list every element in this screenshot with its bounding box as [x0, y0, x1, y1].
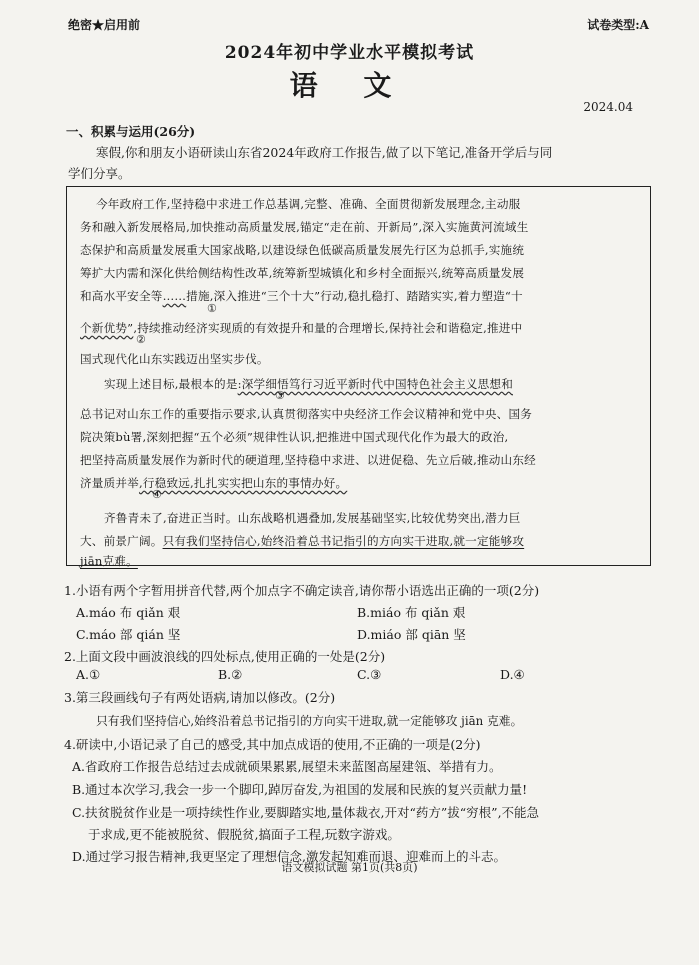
- q4-option-b: B.通过本次学习,我会一步一个脚印,踔厉奋发,为祖国的发展和民族的复兴贡献力量!: [72, 782, 528, 797]
- passage-line: 院决策bù署,深刻把握“五个必须”规律性认识,把推进中国式现代化作为最大的政治,: [80, 430, 509, 444]
- passage-segment: 和高水平安全等: [80, 289, 163, 303]
- intro-line-1: 寒假,你和朋友小语研读山东省2024年政府工作报告,做了以下笔记,准备开学后与同: [96, 145, 553, 160]
- passage-line: 务和融入新发展格局,加快推动高质量发展,锚定“走在前、开新局”,深入实施黄河流域生: [80, 220, 529, 234]
- passage-line: [80, 475, 347, 491]
- passage-line: [80, 320, 522, 336]
- passage-line: 齐鲁青未了,奋进正当时。山东战略机遇叠加,发展基础坚实,比较优势突出,潜力巨: [104, 511, 521, 525]
- wavy-mark-1: ……: [162, 289, 187, 303]
- intro-line-2: 学们分享。: [68, 166, 131, 181]
- question-4-stem: 4.研读中,小语记录了自己的感受,其中加点成语的使用,不正确的一项是(2分): [64, 737, 481, 752]
- exam-title: 2024年初中学业水平模拟考试: [224, 43, 475, 63]
- passage-segment: :深学细悟笃行习近平新时代中国特色社会主义思想和: [237, 377, 513, 391]
- passage-segment: 措施,深入推进“三个十大”行动,稳扎稳打、踏踏实实,着力塑造“十: [186, 289, 523, 303]
- passage-line: 今年政府工作,坚持稳中求进工作总基调,完整、准确、全面贯彻新发展理念,主动服: [96, 197, 521, 211]
- q4-option-c: C.扶贫脱贫作业是一项持续性作业,要脚踏实地,量体裁衣,开对“药方”拔“穷根”,不能急: [72, 805, 540, 820]
- mark-2: ②: [136, 333, 146, 346]
- page-footer: 语文模拟试题 第1页(共8页): [281, 861, 418, 874]
- question-2-stem: 2.上面文段中画波浪线的四处标点,使用正确的一处是(2分): [64, 649, 386, 664]
- mark-4: ④: [152, 488, 162, 501]
- passage-line: 筹扩大内需和深化供给侧结构性改革,统筹新型城镇化和乡村全面振兴,统筹高质量发展: [80, 266, 525, 280]
- q2-option-b: B.②: [218, 667, 243, 682]
- passage-segment: 实现上述目标,最根本的是: [104, 377, 238, 391]
- passage-line: 总书记对山东工作的重要指示要求,认真贯彻落实中央经济工作会议精神和党中央、国务: [80, 407, 533, 421]
- q2-option-a: A.①: [76, 667, 101, 682]
- paper-type-label: 试卷类型:A: [587, 18, 649, 32]
- passage-segment: ,持续推动经济实现质的有效提升和量的合理增长,保持社会和谐稳定,推进中: [133, 321, 523, 335]
- q1-option-b: B.miáo 布 qiǎn 艰: [357, 605, 466, 620]
- section-heading: 一、积累与运用(26分): [66, 124, 196, 139]
- question-1-stem: 1.小语有两个字暂用拼音代替,两个加点字不确定读音,请你帮小语选出正确的一项(2分): [64, 583, 540, 598]
- passage-line: 态保护和高质量发展重大国家战略,以建设绿色低碳高质量发展先行区为总抓手,实施统: [80, 243, 525, 257]
- q4-option-a: A.省政府工作报告总结过去成就硕果累累,展望未来蓝图高屋建瓴、举措有力。: [72, 759, 502, 774]
- q1-option-c: C.máo 部 qián 坚: [76, 627, 181, 642]
- confidential-label: 绝密★启用前: [68, 18, 141, 32]
- passage-line: [104, 376, 513, 392]
- passage-line: [80, 533, 524, 549]
- passage-segment: 大、前景广阔。: [80, 534, 163, 548]
- passage-line: 把坚持高质量发展作为新时代的硬道理,坚持稳中求进、以进促稳、先立后破,推动山东经: [80, 453, 536, 467]
- q4-option-d: D.通过学习报告精神,我更坚定了理想信念,激发起知难而退、迎难而上的斗志。: [72, 849, 506, 864]
- q1-option-a: A.máo 布 qiǎn 艰: [76, 605, 181, 620]
- mark-3: ③: [275, 389, 285, 402]
- mark-1: ①: [207, 302, 217, 315]
- passage-line: 国式现代化山东实践迈出坚实步伐。: [80, 352, 269, 366]
- q1-option-d: D.miáo 部 qiān 坚: [357, 627, 466, 642]
- q2-option-d: D.④: [500, 667, 525, 682]
- passage-line: [80, 288, 523, 304]
- q4-option-c-cont: 于求成,更不能被脱贫、假脱贫,搞面子工程,玩数字游戏。: [88, 827, 400, 842]
- passage-segment: ,行稳致远,扎扎实实把山东的事情办好。: [138, 476, 348, 490]
- subject-title: 语 文: [289, 69, 410, 102]
- passage-segment: 济量质并举: [80, 476, 139, 490]
- q2-option-c: C.③: [357, 667, 382, 682]
- underlined-sentence: 只有我们坚持信心,始终沿着总书记指引的方向实干进取,就一定能够攻: [162, 534, 525, 548]
- passage-segment: 个新优势”: [80, 321, 134, 335]
- q3-quote: 只有我们坚持信心,始终沿着总书记指引的方向实干进取,就一定能够攻 jiān 克难。: [96, 714, 523, 728]
- underlined-sentence-end: jiān克难。: [80, 554, 138, 568]
- exam-date: 2024.04: [583, 100, 633, 114]
- question-3-stem: 3.第三段画线句子有两处语病,请加以修改。(2分): [64, 690, 336, 705]
